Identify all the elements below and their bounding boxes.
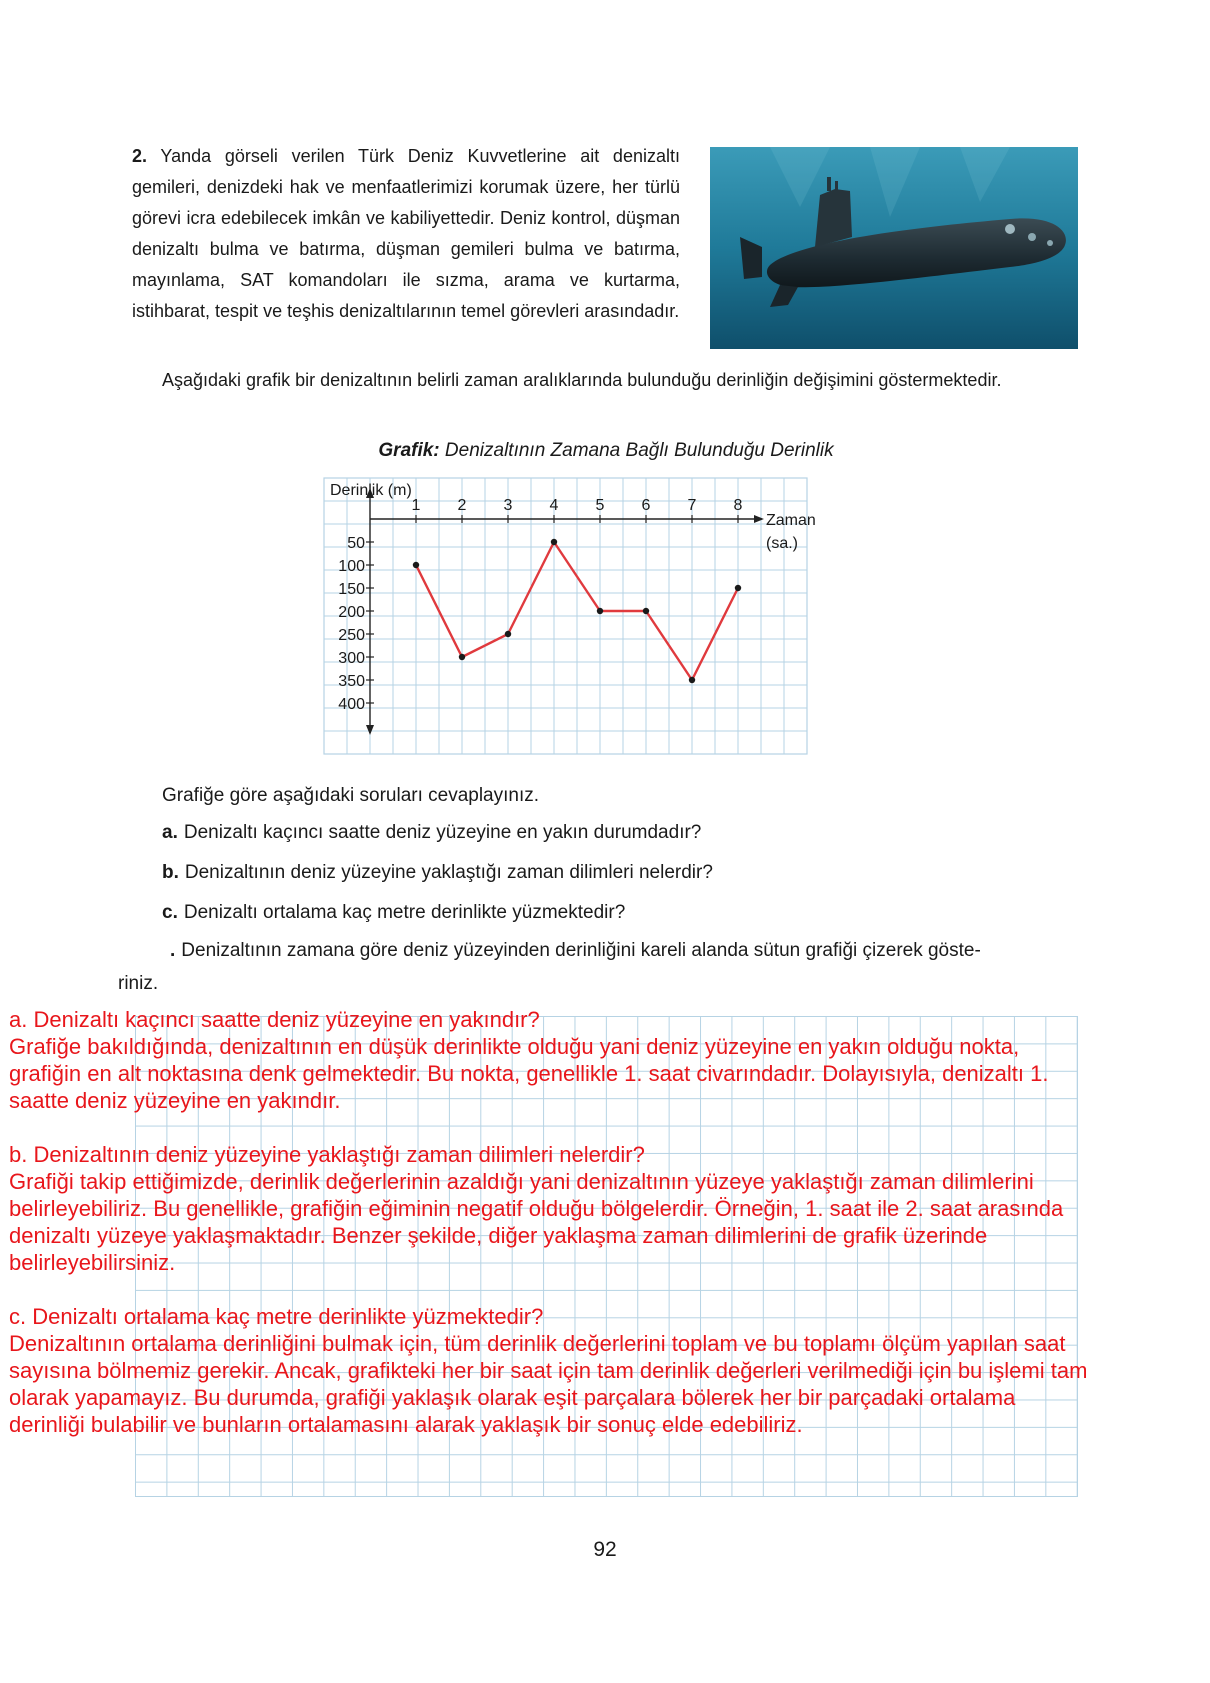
question-c-letter: c. <box>162 902 178 923</box>
answer-c-line: sayısına bölmemiz gerekir. Ancak, grafikteki her bir saat için tam derinlik değerleri verilmediği için bu işlemi tam <box>9 1358 1088 1383</box>
answer-c-line: c. Denizaltı ortalama kaç metre derinlikte yüzmektedir? <box>9 1304 544 1329</box>
x-axis-label: Zaman <box>766 512 816 529</box>
x-tick-label: 5 <box>595 497 605 514</box>
depth-time-line-chart <box>320 474 840 764</box>
answer-a-line: a. Denizaltı kaçıncı saatte deniz yüzeyine en yakındır? <box>9 1007 540 1032</box>
answer-b <box>9 1141 1204 1276</box>
graph-caption <box>132 440 1080 462</box>
question-b-letter: b. <box>162 862 179 883</box>
y-tick-label: 100 <box>338 558 365 575</box>
answer-a <box>9 1006 1204 1114</box>
data-point <box>551 539 557 545</box>
y-tick-label: 300 <box>338 650 365 667</box>
y-tick-label: 200 <box>338 604 365 621</box>
x-tick-label: 4 <box>549 497 559 514</box>
y-tick-label: 400 <box>338 696 365 713</box>
x-tick-label: 8 <box>733 497 743 514</box>
question-a-letter: a. <box>162 822 178 843</box>
data-point <box>643 608 649 614</box>
answer-a-line: Grafiğe bakıldığında, denizaltının en düşük derinlikte olduğu yani deniz yüzeyine en yakın olduğu nokta, <box>9 1034 1020 1059</box>
answer-a-line: grafiğin en alt noktasına denk gelmektedir. Bu nokta, genellikle 1. saat civarındadır. Dolayısıyla, denizaltı 1. <box>9 1061 1049 1086</box>
data-point <box>689 677 695 683</box>
data-point <box>597 608 603 614</box>
data-point <box>413 562 419 568</box>
answer-b-line: denizaltı yüzeye yaklaşmaktadır. Benzer şekilde, diğer yaklaşma zaman dilimlerini de grafik üzerinde <box>9 1223 988 1248</box>
x-tick-label: 2 <box>457 497 467 514</box>
questions-prompt: Grafiğe göre aşağıdaki soruları cevaplayınız. <box>162 785 540 806</box>
answer-b-line: b. Denizaltının deniz yüzeyine yaklaştığı zaman dilimleri nelerdir? <box>9 1142 645 1167</box>
question-d <box>170 940 981 962</box>
answer-c-line: Denizaltının ortalama derinliğini bulmak için, tüm derinlik değerlerini toplam ve bu toplamı ölçüm yapılan saat <box>9 1331 1066 1356</box>
y-tick-label: 150 <box>338 581 365 598</box>
question-b <box>162 862 713 884</box>
answer-b-line: belirleyebilirsiniz. <box>9 1250 176 1275</box>
submarine-photo <box>710 147 1078 349</box>
question-a <box>162 822 701 844</box>
x-tick-label: 1 <box>411 497 421 514</box>
intro-paragraph <box>132 141 680 327</box>
x-tick-label: 7 <box>687 497 697 514</box>
chart-intro-paragraph: Aşağıdaki grafik bir denizaltının belirli zaman aralıklarında bulunduğu derinliğin değişimini göstermektedir. <box>162 370 1002 390</box>
problem-number: 2. <box>132 146 148 166</box>
question-b-text: Denizaltının deniz yüzeyine yaklaştığı zaman dilimleri nelerdir? <box>184 862 713 883</box>
question-d-text-line1: Denizaltının zamana göre deniz yüzeyinden derinliğini kareli alanda sütun grafiği çizerek göste- <box>181 940 981 961</box>
handwritten-answers <box>9 1006 1204 1465</box>
y-tick-label: 350 <box>338 673 365 690</box>
answer-b-line: belirleyebiliriz. Bu genellikle, grafiğin eğiminin negatif olduğu bölgelerdir. Örneğin, 1. saat ile 2. saat arasında <box>9 1196 1064 1221</box>
question-d-letter: . <box>170 940 176 961</box>
question-c <box>162 902 625 924</box>
graph-caption-text: Denizaltının Zamana Bağlı Bulunduğu Derinlik <box>444 440 834 461</box>
y-tick-label: 50 <box>347 535 365 552</box>
x-axis-unit-label: (sa.) <box>766 535 798 552</box>
x-tick-label: 3 <box>503 497 513 514</box>
question-c-text: Denizaltı ortalama kaç metre derinlikte yüzmektedir? <box>183 902 626 923</box>
data-point <box>505 631 511 637</box>
y-axis-label: Derinlik (m) <box>330 482 412 499</box>
answer-c <box>9 1303 1204 1438</box>
answer-c-line: olarak yapamayız. Bu durumda, grafiği yaklaşık olarak eşit parçalara bölerek her bir parçadaki ortalama <box>9 1385 1016 1410</box>
question-a-text: Denizaltı kaçıncı saatte deniz yüzeyine en yakın durumdadır? <box>183 822 702 843</box>
answer-b-line: Grafiği takip ettiğimizde, derinlik değerlerinin azaldığı yani denizaltının yüzeye yaklaştığı zaman dilimlerini <box>9 1169 1034 1194</box>
answer-c-line: derinliği bulabilir ve bunların ortalamasını alarak yaklaşık bir sonuç elde edebiliriz. <box>9 1412 803 1437</box>
data-point <box>459 654 465 660</box>
y-tick-label: 250 <box>338 627 365 644</box>
data-point <box>735 585 741 591</box>
intro-text: Yanda görseli verilen Türk Deniz Kuvvetlerine ait denizaltı gemileri, denizdeki hak ve menfaatlerimizi korumak üzere, her türlü görevi icra edebilecek imkân ve kabiliyettedir. Deniz kontrol, düşman denizaltı bulma ve batırma, düşman gemileri bulma ve batırma, mayınlama, SAT komandoları ile sızma, arama ve kurtarma, istihbarat, tespit ve teşhis denizaltılarının temel görevleri arasındadır. <box>132 146 680 321</box>
graph-caption-label: Grafik: <box>378 440 440 461</box>
page-number: 92 <box>593 1538 617 1561</box>
question-d-text-line2: riniz. <box>118 973 159 994</box>
x-tick-label: 6 <box>641 497 651 514</box>
answer-a-line: saatte deniz yüzeyine en yakındır. <box>9 1088 341 1113</box>
